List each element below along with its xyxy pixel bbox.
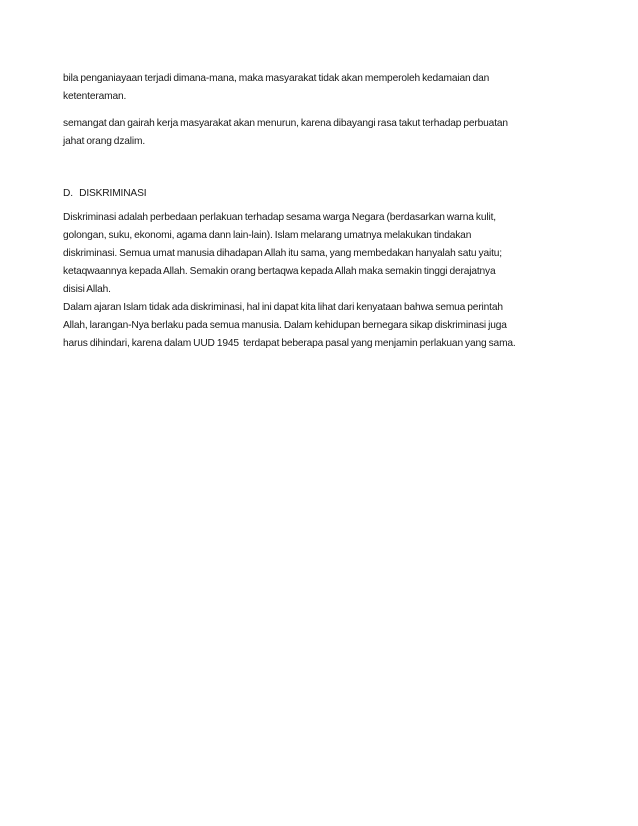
text-line: Dalam ajaran Islam tidak ada diskriminasi, hal ini dapat kita lihat dari kenyataan bahwa semua perintah [63, 302, 503, 313]
text-line: ketaqwaannya kepada Allah. Semakin orang bertaqwa kepada Allah maka semakin tinggi derajatnya [63, 266, 496, 277]
text-line: semangat dan gairah kerja masyarakat akan menurun, karena dibayangi rasa takut terhadap perbuatan [63, 118, 508, 129]
section-heading-diskriminasi [63, 185, 146, 203]
text-line: Diskriminasi adalah perbedaan perlakuan terhadap sesama warga Negara (berdasarkan warna kulit, [63, 212, 496, 223]
text-line: disisi Allah. [63, 284, 111, 295]
text-line: Allah, larangan-Nya berlaku pada semua manusia. Dalam kehidupan bernegara sikap diskriminasi juga [63, 320, 507, 331]
text-line: diskriminasi. Semua umat manusia dihadapan Allah itu sama, yang membedakan hanyalah satu yaitu; [63, 248, 502, 259]
text-line: golongan, suku, ekonomi, agama dann lain-lain). Islam melarang umatnya melakukan tindakan [63, 230, 472, 241]
paragraph-ajaran-islam [63, 299, 516, 353]
text-line: bila penganiayaan terjadi dimana-mana, maka masyarakat tidak akan memperoleh kedamaian dan [63, 73, 490, 84]
heading-text: D. DISKRIMINASI [63, 188, 147, 199]
paragraph-penganiayaan [63, 70, 489, 106]
text-line: harus dihindari, karena dalam UUD 1945 terdapat beberapa pasal yang menjamin perlakuan yang sama. [63, 338, 516, 349]
text-line: ketenteraman. [63, 91, 127, 102]
paragraph-semangat [63, 115, 508, 151]
text-line: jahat orang dzalim. [63, 136, 146, 147]
paragraph-definisi-diskriminasi [63, 209, 502, 299]
